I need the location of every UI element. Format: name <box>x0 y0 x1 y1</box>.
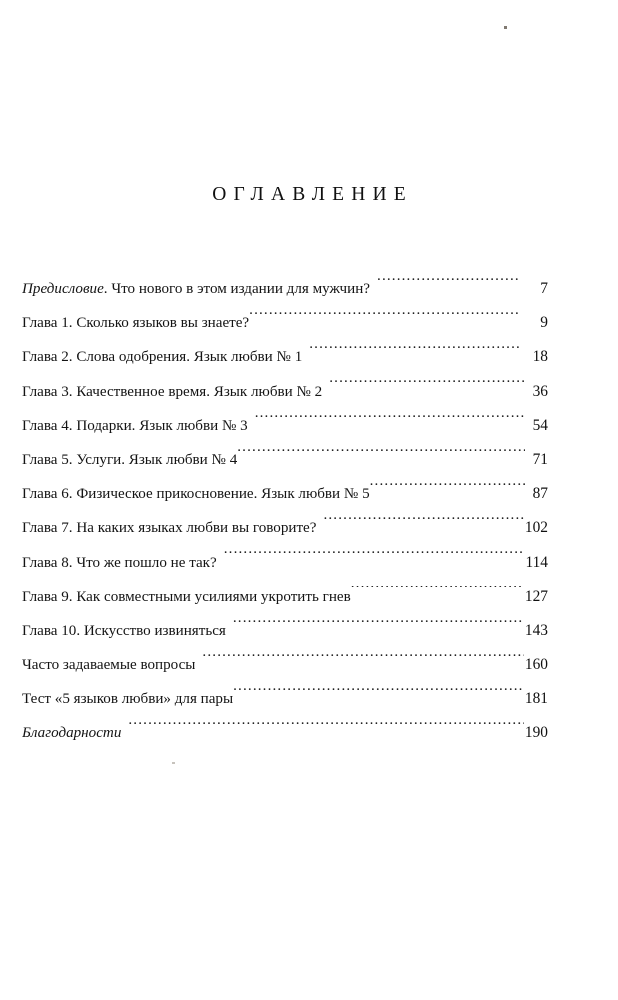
toc-dot-leader <box>233 688 524 703</box>
toc-entry-text: Часто задаваемые вопросы <box>22 657 196 674</box>
toc-entry-label <box>22 477 370 511</box>
toc-page-number: 114 <box>525 553 548 571</box>
toc-entry-label <box>22 409 248 443</box>
scan-speck-icon <box>504 26 507 29</box>
scan-speck-lower-icon <box>172 762 175 764</box>
toc-entry-label <box>22 682 233 716</box>
toc-dot-leader <box>370 278 519 293</box>
toc-dot-leader <box>351 586 524 601</box>
toc-dot-leader <box>195 654 523 669</box>
toc-page-number: 181 <box>524 690 548 708</box>
toc-entry-label <box>22 648 195 682</box>
table-of-contents-list <box>22 272 548 751</box>
toc-entry[interactable] <box>22 340 548 374</box>
toc-entry-text: Глава 1. Сколько языков вы знаете? <box>22 315 250 332</box>
toc-page-number: 127 <box>524 587 548 605</box>
toc-dot-leader <box>249 312 519 327</box>
toc-entry-label <box>22 716 121 750</box>
toc-entry-text: Глава 8. Что же пошло не так? <box>22 554 217 571</box>
toc-entry-label <box>22 306 249 340</box>
toc-entry-label <box>22 511 316 545</box>
toc-dot-leader <box>248 415 525 430</box>
toc-page-number: 143 <box>524 621 548 639</box>
toc-page-number: 7 <box>540 280 548 297</box>
toc-entry[interactable] <box>22 716 548 750</box>
toc-dot-leader <box>322 380 525 395</box>
toc-entry-label <box>22 614 226 648</box>
toc-page-number: 160 <box>524 656 548 674</box>
toc-page-number: 190 <box>524 724 548 742</box>
toc-entry[interactable] <box>22 648 548 682</box>
toc-entry-text: . Что нового в этом издании для мужчин? <box>103 281 371 297</box>
toc-entry[interactable] <box>22 409 548 443</box>
toc-dot-leader <box>370 483 525 498</box>
toc-entry-text: Глава 9. Как совместными усилиями укротить гнев <box>22 588 351 605</box>
toc-entry[interactable] <box>22 443 548 477</box>
toc-dot-leader <box>316 517 523 532</box>
toc-dot-leader <box>217 551 525 566</box>
toc-entry-label <box>22 375 322 409</box>
toc-dot-leader <box>302 346 519 361</box>
toc-entry[interactable] <box>22 306 548 340</box>
toc-entry-text: Тест «5 языков любви» для пары <box>22 691 234 708</box>
toc-entry-italic-lead: Предисловие <box>22 281 104 297</box>
toc-entry-text: Глава 2. Слова одобрения. Язык любви № 1 <box>22 349 303 366</box>
toc-entry[interactable] <box>22 546 548 580</box>
toc-entry-italic-lead: Благодарности <box>22 725 122 742</box>
toc-entry-text: Глава 3. Качественное время. Язык любви № 2 <box>22 383 323 400</box>
toc-entry-label <box>22 340 302 374</box>
toc-entry-text: Глава 7. На каких языках любви вы говорите? <box>22 520 317 537</box>
toc-dot-leader <box>237 449 525 464</box>
toc-page-number: 102 <box>524 519 548 537</box>
toc-entry-text: Глава 4. Подарки. Язык любви № 3 <box>22 417 248 434</box>
toc-page-number: 9 <box>540 314 548 332</box>
toc-entry[interactable] <box>22 272 548 306</box>
toc-entry-label <box>22 546 217 580</box>
toc-entry-text: Глава 10. Искусство извиняться <box>22 622 226 639</box>
toc-entry[interactable] <box>22 614 548 648</box>
toc-page-number: 18 <box>532 348 548 366</box>
toc-page-number: 71 <box>532 450 548 468</box>
toc-entry[interactable] <box>22 511 548 545</box>
toc-dot-leader <box>121 722 524 737</box>
toc-page-number: 54 <box>532 416 548 434</box>
toc-entry[interactable] <box>22 375 548 409</box>
toc-page-number: 87 <box>532 485 548 503</box>
toc-entry[interactable] <box>22 477 548 511</box>
toc-entry[interactable] <box>22 682 548 716</box>
toc-entry-text: Глава 5. Услуги. Язык любви № 4 <box>22 451 238 468</box>
toc-entry-label <box>22 580 351 614</box>
toc-entry-label <box>22 443 237 477</box>
page-title: ОГЛАВЛЕНИЕ <box>212 184 413 206</box>
toc-entry[interactable] <box>22 580 548 614</box>
toc-page-number: 36 <box>532 382 548 400</box>
toc-entry-label <box>22 272 370 306</box>
toc-entry-text: Глава 6. Физическое прикосновение. Язык любви № 5 <box>22 486 370 503</box>
toc-dot-leader <box>226 620 524 635</box>
